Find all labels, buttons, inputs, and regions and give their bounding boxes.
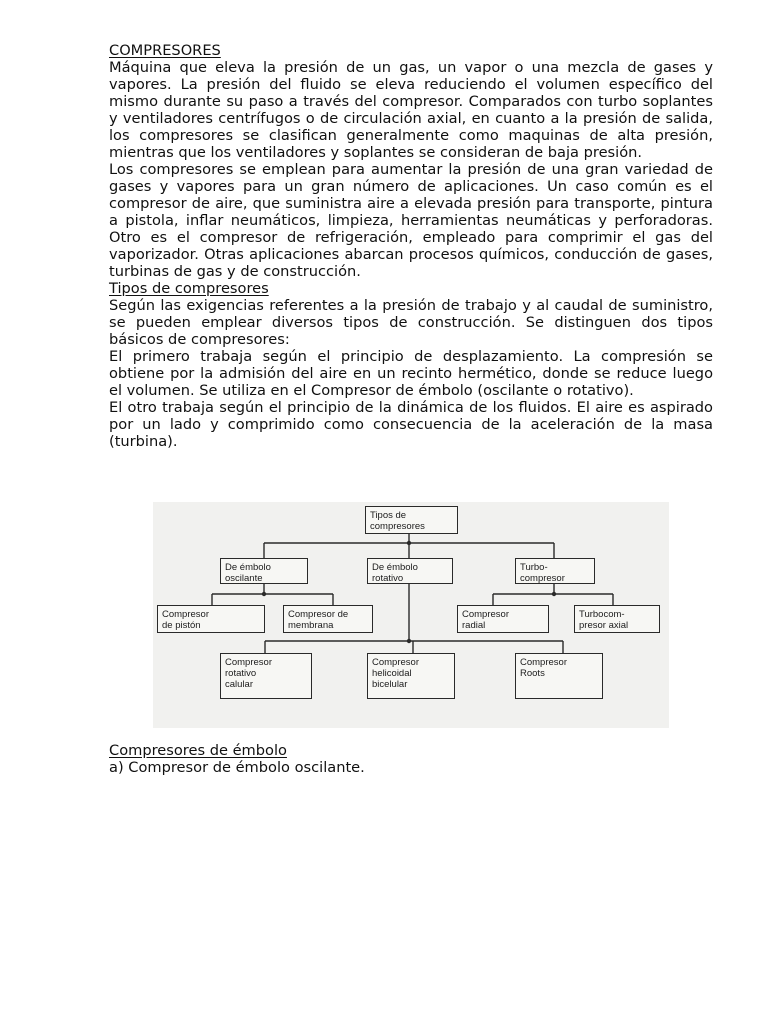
node-compresor-radial: Compresor radial bbox=[457, 605, 549, 633]
types-paragraph-3: El otro trabaja según el principio de la dinámica de los fluidos. El aire es aspirado por un lado y comprimido como consecuencia de la aceleración de la masa (turbina). bbox=[109, 399, 713, 450]
node-embolo-rotativo: De émbolo rotativo bbox=[367, 558, 453, 584]
node-tipos-de-compresores: Tipos de compresores bbox=[365, 506, 458, 534]
node-compresor-roots: Compresor Roots bbox=[515, 653, 603, 699]
intro-paragraph-1: Máquina que eleva la presión de un gas, un vapor o una mezcla de gases y vapores. La presión del fluido se eleva reduciendo el volumen específico del mismo durante su paso a través del compresor. Comparados con turbo soplantes y ventiladores centrífugos o de circulación axial, en cuanto a la presión de salida, los compresores se clasifican generalmente como maquinas de alta presión, mientras que los ventiladores y soplantes se consideran de baja presión. bbox=[109, 59, 713, 161]
junction-dot-turbo bbox=[552, 592, 556, 596]
intro-paragraph-2: Los compresores se emplean para aumentar la presión de una gran variedad de gases y vapores para un gran número de aplicaciones. Un caso común es el compresor de aire, que suministra aire a elevada presión para transporte, pintura a pistola, inflar neumáticos, limpieza, herramientas neumáticas y perforadoras. Otro es el compresor de refrigeración, empleado para comprimir el gas del vaporizador. Otras aplicaciones abarcan procesos químicos, conducción de gases, turbinas de gas y de construcción. bbox=[109, 161, 713, 280]
node-turbocompresor-axial: Turbocom- presor axial bbox=[574, 605, 660, 633]
node-turbocompresor: Turbo- compresor bbox=[515, 558, 595, 584]
document-body bbox=[109, 42, 713, 450]
node-compresor-helicoidal: Compresor helicoidal bicelular bbox=[367, 653, 455, 699]
compressor-types-diagram bbox=[153, 502, 669, 728]
junction-dot-top bbox=[407, 541, 411, 545]
piston-heading: Compresores de émbolo bbox=[109, 742, 287, 759]
node-compresor-rotativo-celular: Compresor rotativo calular bbox=[220, 653, 312, 699]
types-heading: Tipos de compresores bbox=[109, 280, 269, 297]
document-title: COMPRESORES bbox=[109, 42, 221, 59]
node-embolo-oscilante: De émbolo oscilante bbox=[220, 558, 308, 584]
piston-item-a: a) Compresor de émbolo oscilante. bbox=[109, 759, 365, 776]
piston-section bbox=[109, 742, 713, 776]
types-paragraph-1: Según las exigencias referentes a la presión de trabajo y al caudal de suministro, se pueden emplear diversos tipos de construcción. Se distinguen dos tipos básicos de compresores: bbox=[109, 297, 713, 348]
node-compresor-piston: Compresor de pistón bbox=[157, 605, 265, 633]
junction-dot-oscilante bbox=[262, 592, 266, 596]
node-compresor-membrana: Compresor de membrana bbox=[283, 605, 373, 633]
junction-dot-bottom bbox=[407, 639, 411, 643]
types-paragraph-2: El primero trabaja según el principio de desplazamiento. La compresión se obtiene por la admisión del aire en un recinto hermético, donde se reduce luego el volumen. Se utiliza en el Compresor de émbolo (oscilante o rotativo). bbox=[109, 348, 713, 399]
